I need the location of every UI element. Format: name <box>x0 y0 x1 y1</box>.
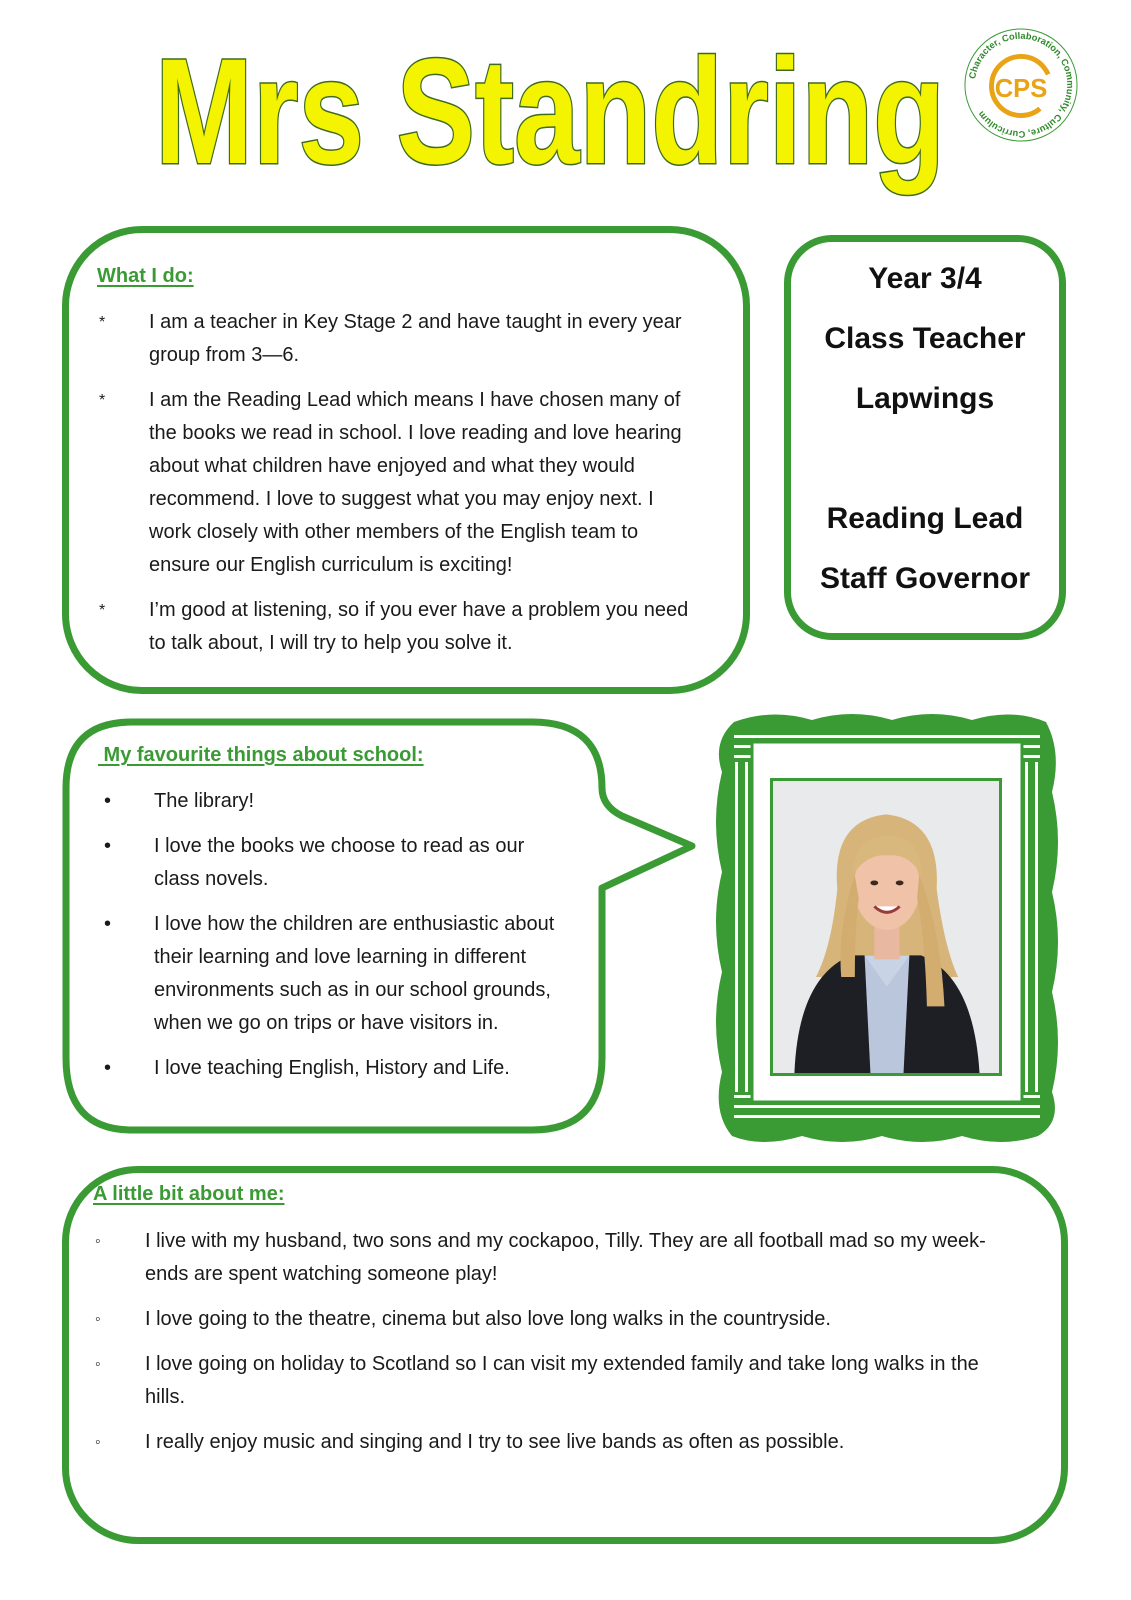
list-item: * I am a teacher in Key Stage 2 and have taught in every year group from 3—6. <box>149 306 739 372</box>
list-item: * I am the Reading Lead which means I have chosen many of the books we read in school. I love reading and love hearing about what children have enjoyed and what they would recommend. I love to suggest what you may enjoy next. I work closely with other members of the English team to ensure our English curriculum is exciting! <box>149 384 739 582</box>
list-item: ◦ I love going on holiday to Scotland so I can visit my extended family and take long walks in the hills. <box>145 1348 1045 1414</box>
about-me-heading: A little bit about me: <box>93 1183 285 1205</box>
role-class-name: Lapwings <box>855 382 995 415</box>
list-item: • I love the books we choose to read as our class novels. <box>154 830 614 896</box>
teacher-photo <box>770 778 1002 1076</box>
svg-text:Character, Collaboration, Comm: Character, Collaboration, Community, Culture, Curriculum <box>967 30 1076 140</box>
circle-bullet-icon: ◦ <box>95 1233 101 1250</box>
list-item: ◦ I love going to the theatre, cinema but also love long walks in the countryside. <box>145 1303 1045 1336</box>
roles-section <box>784 235 1066 640</box>
dot-bullet-icon: • <box>104 835 112 857</box>
circle-bullet-icon: ◦ <box>95 1356 101 1373</box>
list-item: ◦ I live with my husband, two sons and my cockapoo, Tilly. They are all football mad so my week- ends are spent watching someone play! <box>145 1225 1045 1291</box>
favourite-things-heading: My favourite things about school: <box>98 744 424 766</box>
asterisk-bullet-icon: * <box>99 392 106 409</box>
list-item: ◦ I really enjoy music and singing and I try to see live bands as often as possible. <box>145 1426 1045 1459</box>
list-item: • I love how the children are enthusiastic about their learning and love learning in different environments such as in our school grounds, when we go on trips or have visitors in. <box>154 908 614 1040</box>
role-class-teacher: Class Teacher <box>824 322 1026 355</box>
about-me-list <box>95 1225 1045 1471</box>
dot-bullet-icon: • <box>104 913 112 935</box>
circle-bullet-icon: ◦ <box>95 1434 101 1451</box>
favourite-things-list <box>104 785 614 1097</box>
school-logo <box>962 26 1080 144</box>
asterisk-bullet-icon: * <box>99 314 106 331</box>
role-staff-governor: Staff Governor <box>819 562 1031 595</box>
favourite-things-section <box>62 718 712 1138</box>
list-item: • The library! <box>154 785 614 818</box>
dot-bullet-icon: • <box>104 1057 112 1079</box>
role-reading-lead: Reading Lead <box>826 502 1024 535</box>
svg-text:CPS: CPS <box>994 74 1048 103</box>
about-me-section <box>62 1166 1068 1544</box>
list-item: • I love teaching English, History and Life. <box>154 1052 614 1085</box>
page-title-text: Mrs Standring <box>155 28 945 195</box>
role-year: Year 3/4 <box>868 262 982 295</box>
what-i-do-list <box>99 306 739 672</box>
what-i-do-section <box>62 226 750 694</box>
circle-bullet-icon: ◦ <box>95 1311 101 1328</box>
what-i-do-heading: What I do: <box>97 265 194 287</box>
list-item: * I’m good at listening, so if you ever have a problem you need to talk about, I will try to help you solve it. <box>149 594 739 660</box>
page-title <box>150 28 950 208</box>
asterisk-bullet-icon: * <box>99 602 106 619</box>
dot-bullet-icon: • <box>104 790 112 812</box>
